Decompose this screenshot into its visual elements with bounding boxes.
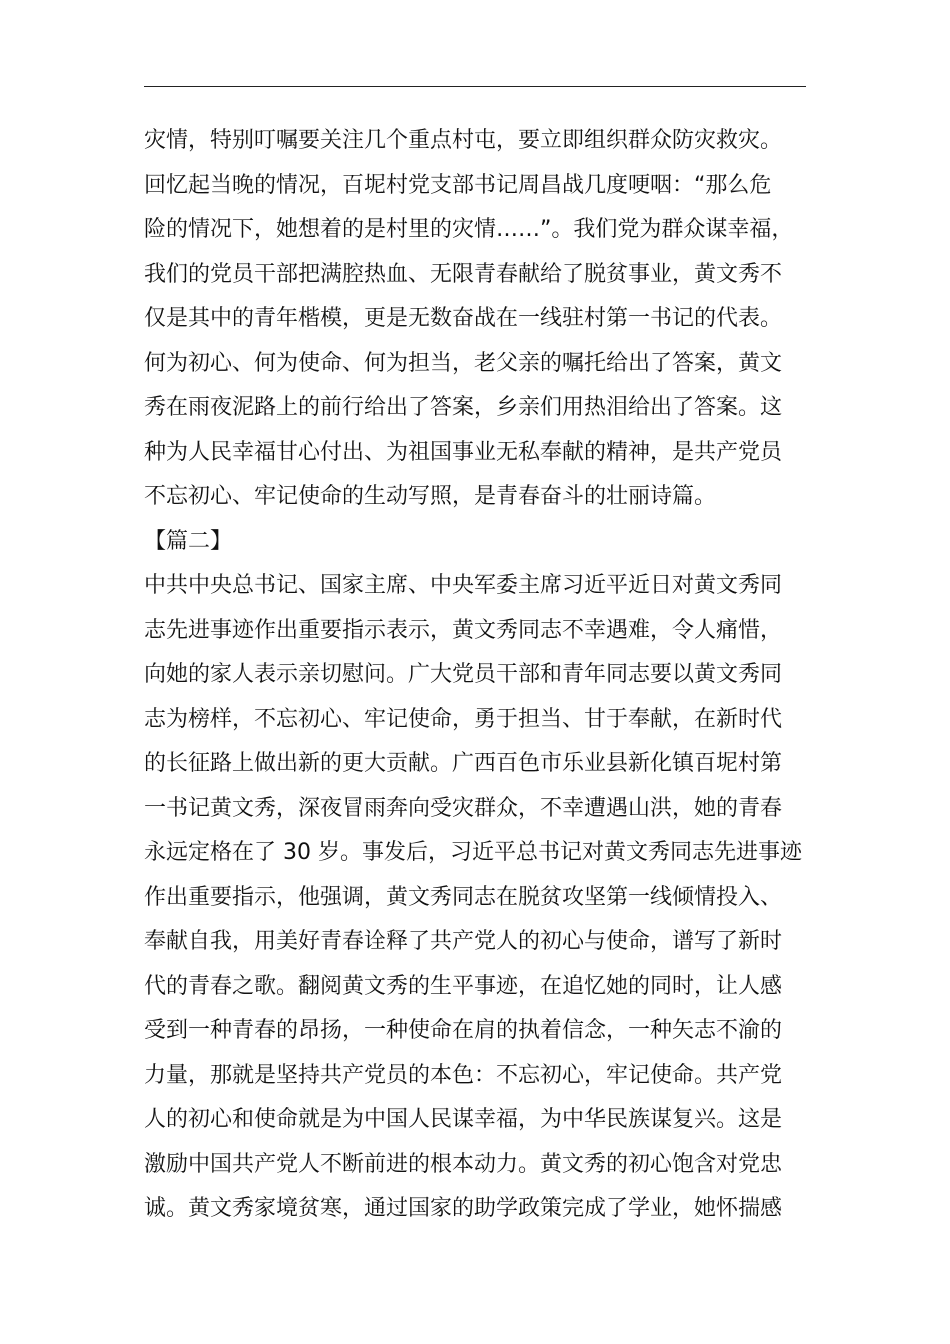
text-line: 何为初心、何为使命、何为担当，老父亲的嘱托给出了答案，黄文 <box>144 350 783 376</box>
text-line: 力量，那就是坚持共产党员的本色：不忘初心，牢记使命。共产党 <box>144 1062 783 1088</box>
text-line: 不忘初心、牢记使命的生动写照，是青春奋斗的壮丽诗篇。 <box>144 484 717 509</box>
text-line: 险的情况下，她想着的是村里的灾情……”。我们党为群众谋幸福， <box>144 217 794 242</box>
text-line: 仅是其中的青年楷模，更是无数奋战在一线驻村第一书记的代表。 <box>144 306 783 331</box>
header-rule <box>144 86 806 87</box>
text-line: 志先进事迹作出重要指示表示，黄文秀同志不幸遇难，令人痛惜， <box>144 617 783 643</box>
body-text <box>144 119 808 1232</box>
text-line: 志为榜样，不忘初心、牢记使命，勇于担当、甘于奉献，在新时代 <box>144 706 783 732</box>
text-line: 作出重要指示，他强调，黄文秀同志在脱贫攻坚第一线倾情投入、 <box>144 884 783 910</box>
text-line: 永远定格在了 30 岁。事发后，习近平总书记对黄文秀同志先进事迹 <box>144 840 802 865</box>
text-line: 诚。黄文秀家境贫寒，通过国家的助学政策完成了学业，她怀揣感 <box>144 1196 783 1221</box>
text-line: 代的青春之歌。翻阅黄文秀的生平事迹，在追忆她的同时，让人感 <box>144 973 783 999</box>
text-line: 人的初心和使命就是为中国人民谋幸福，为中华民族谋复兴。这是 <box>144 1107 783 1132</box>
text-line: 我们的党员干部把满腔热血、无限青春献给了脱贫事业，黄文秀不 <box>144 261 783 287</box>
text-line: 一书记黄文秀，深夜冒雨奔向受灾群众，不幸遭遇山洪，她的青春 <box>144 795 783 821</box>
text-line: 奉献自我，用美好青春诠释了共产党人的初心与使命，谱写了新时 <box>144 929 783 954</box>
text-line: 回忆起当晚的情况，百坭村党支部书记周昌战几度哽咽：“那么危 <box>144 172 772 198</box>
text-line: 激励中国共产党人不断前进的根本动力。黄文秀的初心饱含对党忠 <box>144 1151 783 1177</box>
text-line: 的长征路上做出新的更大贡献。广西百色市乐业县新化镇百坭村第 <box>144 751 783 776</box>
text-line: 灾情，特别叮嘱要关注几个重点村屯，要立即组织群众防灾救灾。 <box>144 128 783 153</box>
text-line: 受到一种青春的昂扬，一种使命在肩的执着信念，一种矢志不渝的 <box>144 1018 783 1043</box>
text-line: 种为人民幸福甘心付出、为祖国事业无私奉献的精神，是共产党员 <box>144 439 783 465</box>
section-heading: 【篇二】 <box>144 528 233 554</box>
text-line: 向她的家人表示亲切慰问。广大党员干部和青年同志要以黄文秀同 <box>144 662 783 687</box>
text-line: 秀在雨夜泥路上的前行给出了答案，乡亲们用热泪给出了答案。这 <box>144 395 783 420</box>
text-line: 中共中央总书记、国家主席、中央军委主席习近平近日对黄文秀同 <box>144 573 783 598</box>
